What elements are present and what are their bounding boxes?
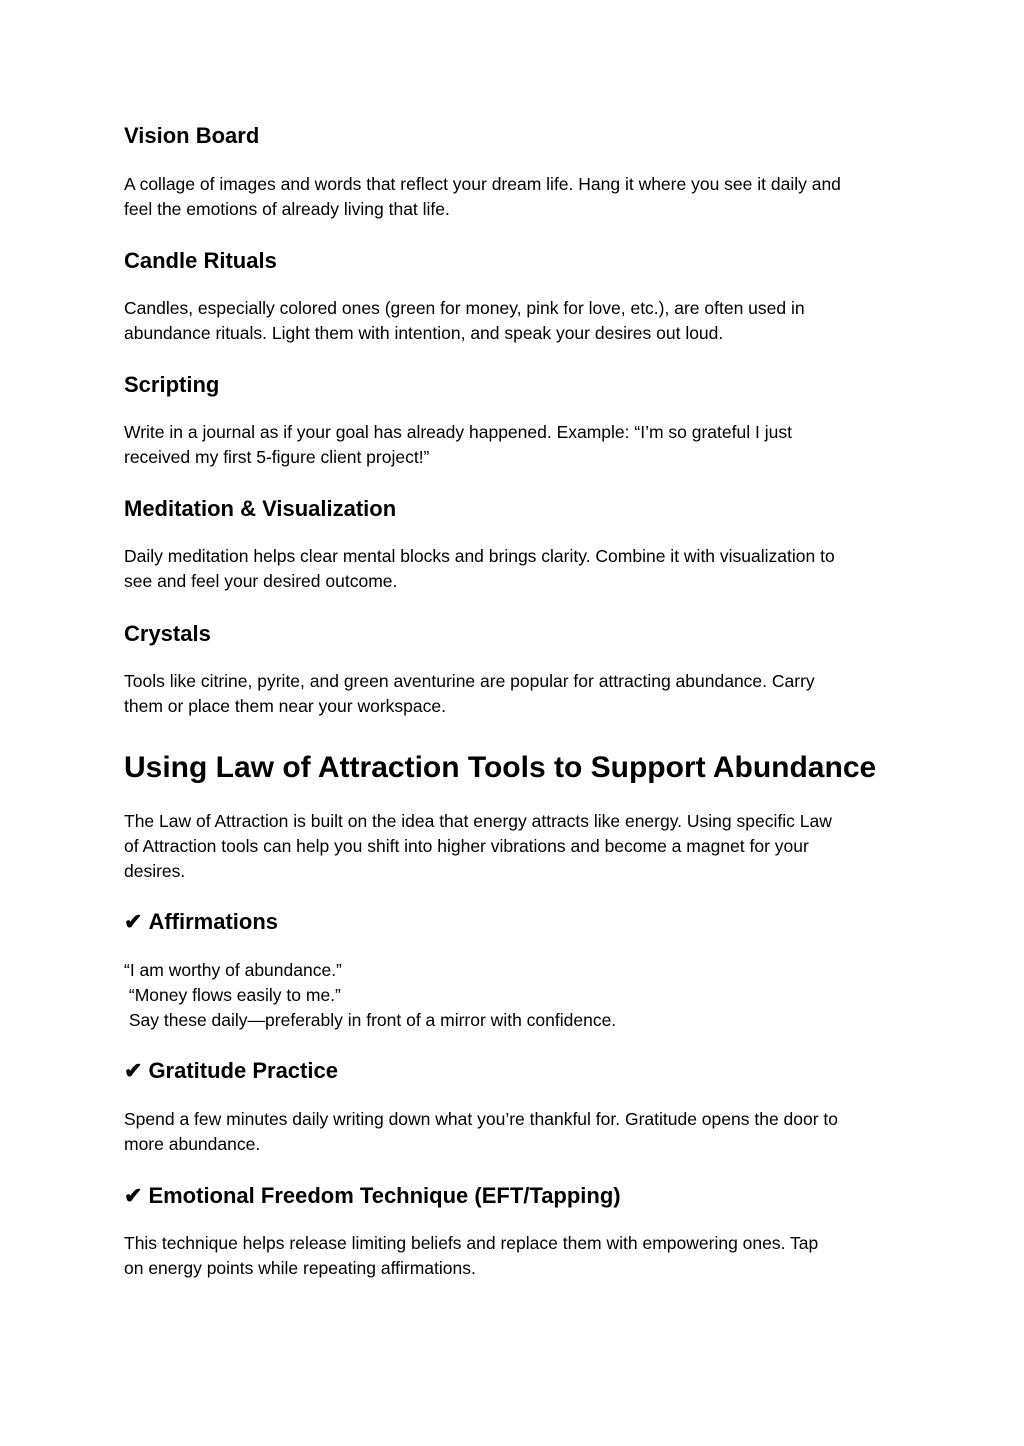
section-body-candle-rituals xyxy=(124,296,914,346)
body-line: Spend a few minutes daily writing down what you’re thankful for. Gratitude opens the door to xyxy=(124,1109,839,1129)
body-line: Tools like citrine, pyrite, and green aventurine are popular for attracting abundance. Carry xyxy=(124,671,815,691)
section-body-scripting xyxy=(124,420,914,470)
body-line: A collage of images and words that reflect your dream life. Hang it where you see it daily and xyxy=(124,174,841,194)
section-body-meditation xyxy=(124,544,914,594)
body-line: Candles, especially colored ones (green for money, pink for love, etc.), are often used in xyxy=(124,298,805,318)
body-line: on energy points while repeating affirmations. xyxy=(124,1258,476,1278)
body-line: more abundance. xyxy=(124,1134,261,1154)
body-line: “Money flows easily to me.” xyxy=(124,985,341,1005)
tool-body-gratitude xyxy=(124,1107,914,1157)
checkmark-icon: ✔ xyxy=(124,1183,143,1208)
body-line: see and feel your desired outcome. xyxy=(124,571,398,591)
section-heading-scripting: Scripting xyxy=(124,372,220,397)
tool-body-affirmations xyxy=(124,958,914,1033)
checkmark-icon: ✔ xyxy=(124,909,143,934)
section-heading-crystals: Crystals xyxy=(124,621,211,646)
body-line: “I am worthy of abundance.” xyxy=(124,960,342,980)
body-line: This technique helps release limiting beliefs and replace them with empowering ones. Tap xyxy=(124,1233,819,1253)
section-heading-vision-board: Vision Board xyxy=(124,123,260,148)
body-line: them or place them near your workspace. xyxy=(124,696,446,716)
tool-body-eft xyxy=(124,1231,914,1281)
body-line: Daily meditation helps clear mental blocks and brings clarity. Combine it with visualization to xyxy=(124,546,835,566)
tool-heading-label: Emotional Freedom Technique (EFT/Tapping) xyxy=(148,1183,621,1208)
loa-intro xyxy=(124,809,914,884)
tool-heading-eft xyxy=(124,1183,621,1209)
section-heading-candle-rituals: Candle Rituals xyxy=(124,248,277,273)
section-body-crystals xyxy=(124,669,914,719)
body-line: of Attraction tools can help you shift into higher vibrations and become a magnet for your xyxy=(124,836,809,856)
body-line: abundance rituals. Light them with intention, and speak your desires out loud. xyxy=(124,323,724,343)
body-line: feel the emotions of already living that life. xyxy=(124,199,450,219)
tool-heading-label: Affirmations xyxy=(148,909,278,934)
loa-title: Using Law of Attraction Tools to Support Abundance xyxy=(124,751,877,784)
body-line: desires. xyxy=(124,861,186,881)
body-line: received my first 5-figure client project!” xyxy=(124,447,430,467)
body-line: Write in a journal as if your goal has already happened. Example: “I’m so grateful I just xyxy=(124,422,792,442)
section-body-vision-board xyxy=(124,172,914,222)
body-line: Say these daily—preferably in front of a mirror with confidence. xyxy=(124,1010,617,1030)
section-heading-meditation: Meditation & Visualization xyxy=(124,496,397,521)
tool-heading-affirmations xyxy=(124,909,278,935)
tool-heading-label: Gratitude Practice xyxy=(148,1058,338,1083)
body-line: The Law of Attraction is built on the idea that energy attracts like energy. Using specific Law xyxy=(124,811,832,831)
tool-heading-gratitude xyxy=(124,1058,338,1084)
checkmark-icon: ✔ xyxy=(124,1058,143,1083)
